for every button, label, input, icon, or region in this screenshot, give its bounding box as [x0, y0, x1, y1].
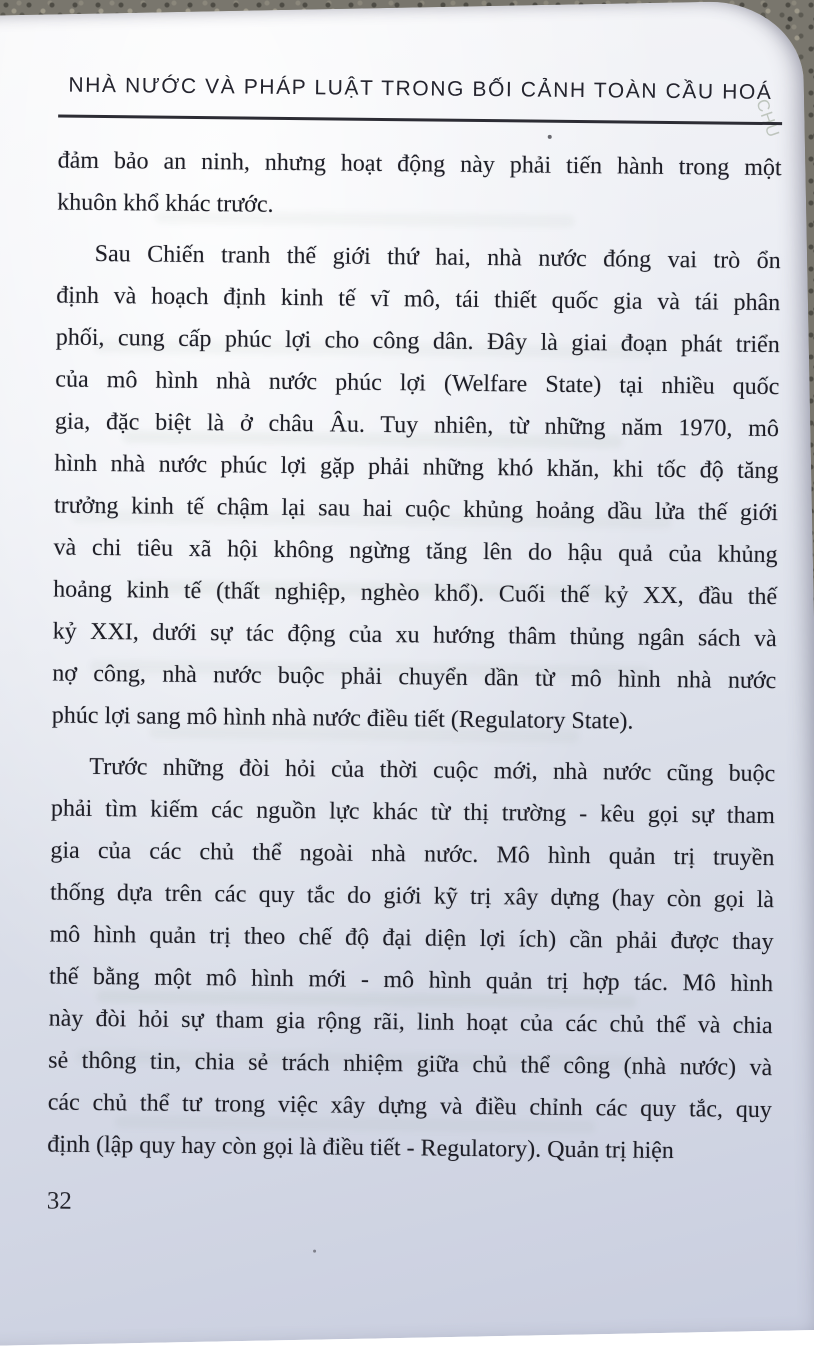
text-line: phối, cung cấp phúc lợi cho công dân. Đây là giai đoạn phát triển [55, 324, 780, 359]
text-line: hoảng kinh tế (thất nghiệp, nghèo khổ). Cuối thế kỷ XX, đầu thế [53, 576, 778, 611]
paper-speck [313, 1250, 316, 1253]
text-line: Sau Chiến tranh thế giới thứ hai, nhà nước đóng vai trò ổn [94, 240, 781, 275]
text-line: gia, đặc biệt là ở châu Âu. Tuy nhiên, từ những năm 1970, mô [54, 408, 780, 443]
running-header [58, 74, 782, 126]
text-line: mô hình quản trị theo chế độ đại diện lợi ích) cần phải được thay [49, 921, 774, 956]
text-line: đảm bảo an ninh, nhưng hoạt động này phải tiến hành trong một [57, 147, 782, 182]
text-line: thế bằng một mô hình mới - mô hình quản trị hợp tác. Mô hình [48, 963, 774, 998]
body-text [47, 140, 782, 1174]
bleedthrough-text: CHU [752, 96, 784, 141]
text-line: định (lập quy hay còn gọi là điều tiết - Regulatory). Quản trị hiện [47, 1131, 674, 1165]
page-number: 32 [46, 1187, 72, 1215]
paragraph [52, 233, 781, 745]
running-header-title: NHÀ NƯỚC VÀ PHÁP LUẬT TRONG BỐI CẢNH TOÀN CẦU HOÁ [68, 73, 773, 105]
text-line: và chi tiêu xã hội không ngừng tăng lên do hậu quả của khủng [53, 534, 778, 569]
text-line: định và hoạch định kinh tế vĩ mô, tái thiết quốc gia và tái phân [56, 282, 781, 317]
text-line: sẻ thông tin, chia sẻ trách nhiệm giữa chủ thể công (nhà nước) và [48, 1047, 773, 1082]
page-content [47, 74, 783, 1224]
text-line: này đòi hỏi sự tham gia rộng rãi, linh hoạt của các chủ thể và chia [48, 1005, 773, 1040]
text-line: khuôn khổ khác trước. [57, 189, 274, 218]
text-line: gia của các chủ thể ngoài nhà nước. Mô hình quản trị truyền [50, 837, 775, 872]
text-line: Trước những đòi hỏi của thời cuộc mới, nhà nước cũng buộc [89, 753, 776, 788]
text-line: thống dựa trên các quy tắc do giới kỹ trị xây dựng (hay còn gọi là [49, 879, 775, 914]
paragraph [47, 746, 775, 1174]
text-line: phải tìm kiếm các nguồn lực khác từ thị trường - kêu gọi sự tham [50, 795, 775, 830]
text-line: kỷ XXI, dưới sự tác động của xu hướng thâm thủng ngân sách và [52, 618, 777, 653]
text-line: nợ công, nhà nước buộc phải chuyển dần từ mô hình nhà nước [52, 660, 777, 695]
text-line: các chủ thể tư trong việc xây dựng và điều chỉnh các quy tắc, quy [47, 1089, 772, 1124]
paragraph [57, 140, 782, 232]
text-line: phúc lợi sang mô hình nhà nước điều tiết (Regulatory State). [51, 702, 634, 735]
text-line: trưởng kinh tế chậm lại sau hai cuộc khủng hoảng dầu lửa thế giới [53, 492, 779, 527]
text-line: của mô hình nhà nước phúc lợi (Welfare State) tại nhiều quốc [55, 366, 780, 401]
text-line: hình nhà nước phúc lợi gặp phải những khó khăn, khi tốc độ tăng [54, 450, 779, 485]
